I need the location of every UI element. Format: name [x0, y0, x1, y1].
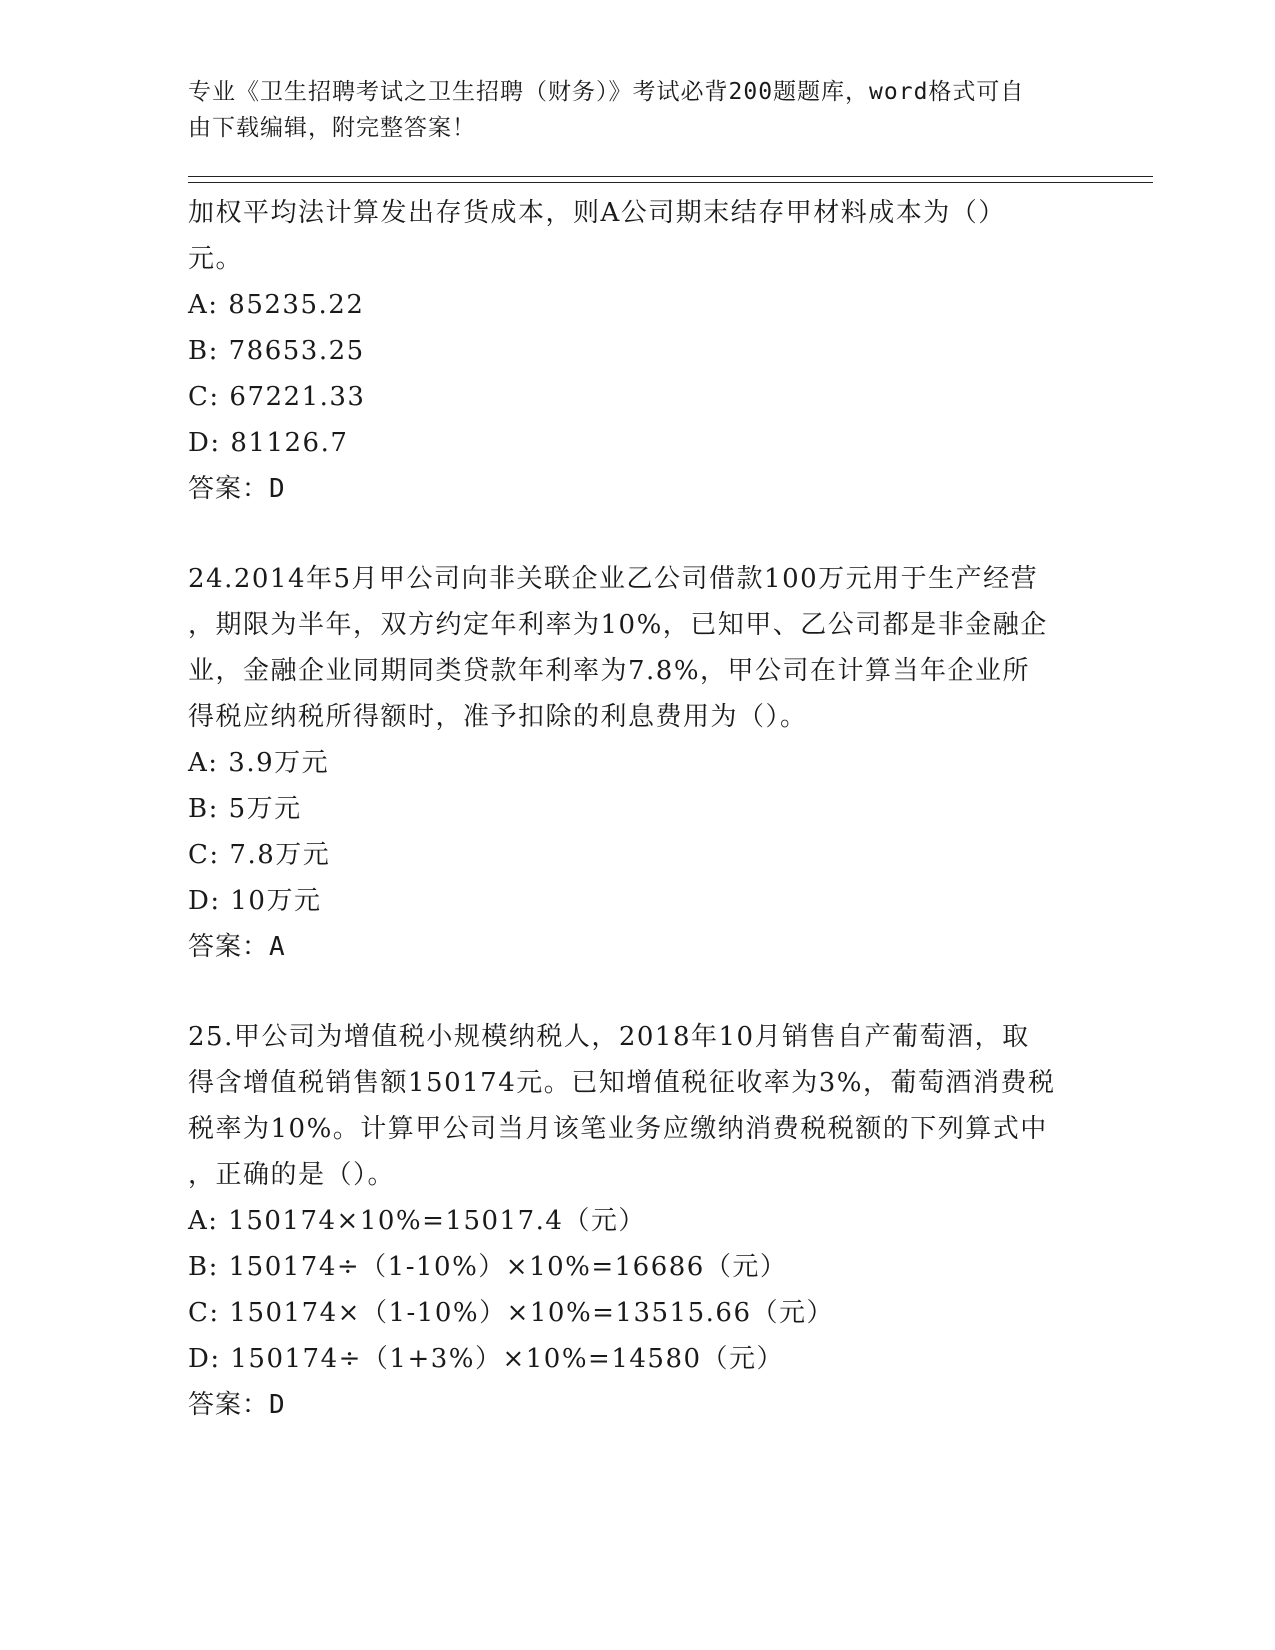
spacer [188, 512, 1088, 556]
header-divider-top [188, 176, 1153, 177]
question-stem-line: 24.2014年5月甲公司向非关联企业乙公司借款100万元用于生产经营 [188, 564, 1039, 594]
option-d: D: 150174÷（1+3%）×10%=14580（元） [188, 1344, 785, 1374]
option-c: C: 67221.33 [188, 382, 366, 412]
option-c: C: 150174×（1-10%）×10%=13515.66（元） [188, 1298, 834, 1328]
question-stem-line: 得税应纳税所得额时，准予扣除的利息费用为（）。 [188, 702, 808, 732]
question-25 [188, 1014, 1088, 1428]
option-b: B: 150174÷（1-10%）×10%=16686（元） [188, 1252, 788, 1282]
option-d: D: 81126.7 [188, 428, 349, 458]
question-stem-line: ，期限为半年，双方约定年利率为10%，已知甲、乙公司都是非金融企 [188, 610, 1048, 640]
option-c: C: 7.8万元 [188, 840, 331, 870]
question-stem-line: 业，金融企业同期同类贷款年利率为7.8%，甲公司在计算当年企业所 [188, 656, 1031, 686]
option-b: B: 5万元 [188, 794, 302, 824]
question-stem-line: 加权平均法计算发出存货成本，则A公司期末结存甲材料成本为（） [188, 198, 1006, 228]
header-line-2: 由下载编辑，附完整答案！ [188, 115, 476, 141]
spacer [188, 970, 1088, 1014]
answer-line: 答案：A [188, 932, 286, 962]
option-a: A: 150174×10%=15017.4（元） [188, 1206, 646, 1236]
question-24 [188, 556, 1088, 970]
question-stem-line: ，正确的是（）。 [188, 1160, 396, 1190]
header-divider-bottom [188, 182, 1153, 183]
question-stem-line: 税率为10%。计算甲公司当月该笔业务应缴纳消费税税额的下列算式中 [188, 1114, 1048, 1144]
question-list [188, 190, 1088, 1428]
option-a: A: 85235.22 [188, 290, 365, 320]
option-a: A: 3.9万元 [188, 748, 330, 778]
answer-line: 答案：D [188, 1390, 286, 1420]
answer-line: 答案：D [188, 474, 286, 504]
option-d: D: 10万元 [188, 886, 322, 916]
document-header [188, 74, 1048, 146]
question-23 [188, 190, 1088, 512]
question-stem-line: 元。 [188, 244, 244, 274]
option-b: B: 78653.25 [188, 336, 365, 366]
question-stem-line: 25.甲公司为增值税小规模纳税人，2018年10月销售自产葡萄酒，取 [188, 1022, 1030, 1052]
header-line-1: 专业《卫生招聘考试之卫生招聘（财务）》考试必背200题题库，word格式可自 [188, 79, 1025, 105]
question-stem-line: 得含增值税销售额150174元。已知增值税征收率为3%，葡萄酒消费税 [188, 1068, 1056, 1098]
